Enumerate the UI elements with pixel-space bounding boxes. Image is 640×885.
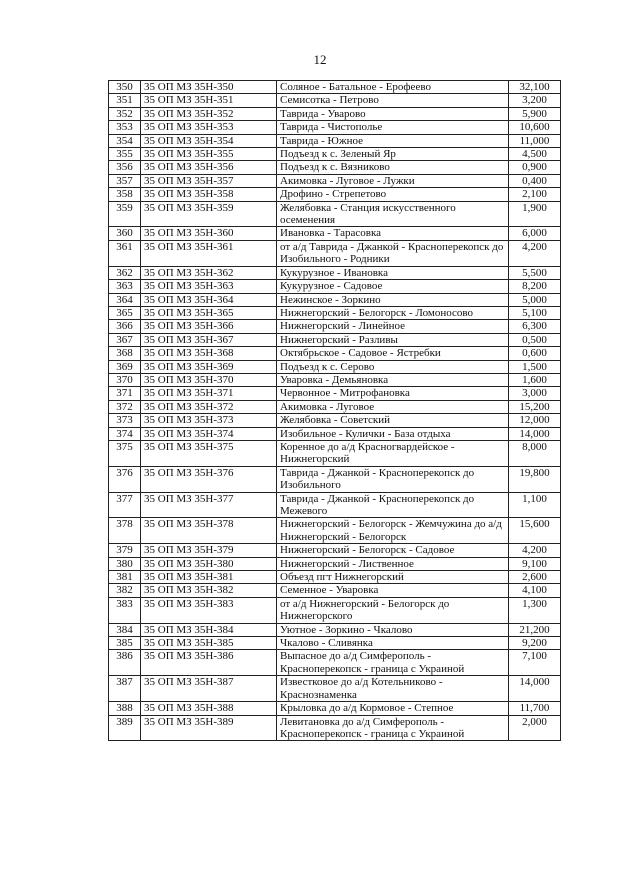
road-code: 35 ОП МЗ 35Н-361 bbox=[141, 240, 277, 266]
road-code: 35 ОП МЗ 35Н-386 bbox=[141, 650, 277, 676]
table-row bbox=[109, 466, 561, 492]
road-name: Подъезд к с. Серово bbox=[277, 360, 509, 373]
table-row bbox=[109, 373, 561, 386]
road-length: 6,300 bbox=[509, 320, 561, 333]
road-length: 5,100 bbox=[509, 306, 561, 319]
road-code: 35 ОП МЗ 35Н-357 bbox=[141, 174, 277, 187]
row-number: 358 bbox=[109, 188, 141, 201]
road-code: 35 ОП МЗ 35Н-387 bbox=[141, 676, 277, 702]
road-name: Червонное - Митрофановка bbox=[277, 387, 509, 400]
road-length: 6,000 bbox=[509, 227, 561, 240]
road-length: 4,200 bbox=[509, 544, 561, 557]
road-code: 35 ОП МЗ 35Н-369 bbox=[141, 360, 277, 373]
road-name: Кукурузное - Ивановка bbox=[277, 266, 509, 279]
row-number: 386 bbox=[109, 650, 141, 676]
table-row bbox=[109, 702, 561, 715]
table-row bbox=[109, 333, 561, 346]
road-code: 35 ОП МЗ 35Н-376 bbox=[141, 466, 277, 492]
row-number: 354 bbox=[109, 134, 141, 147]
row-number: 352 bbox=[109, 107, 141, 120]
row-number: 381 bbox=[109, 571, 141, 584]
road-code: 35 ОП МЗ 35Н-372 bbox=[141, 400, 277, 413]
table-row bbox=[109, 584, 561, 597]
table-row bbox=[109, 174, 561, 187]
row-number: 357 bbox=[109, 174, 141, 187]
road-name: Нижнегорский - Белогорск - Ломоносово bbox=[277, 306, 509, 319]
road-length: 9,200 bbox=[509, 637, 561, 650]
row-number: 377 bbox=[109, 492, 141, 518]
road-length: 14,000 bbox=[509, 427, 561, 440]
road-length: 4,200 bbox=[509, 240, 561, 266]
road-code: 35 ОП МЗ 35Н-355 bbox=[141, 148, 277, 161]
road-code: 35 ОП МЗ 35Н-356 bbox=[141, 161, 277, 174]
table-row bbox=[109, 347, 561, 360]
table-row bbox=[109, 227, 561, 240]
table-row bbox=[109, 414, 561, 427]
row-number: 374 bbox=[109, 427, 141, 440]
table-row bbox=[109, 280, 561, 293]
road-code: 35 ОП МЗ 35Н-379 bbox=[141, 544, 277, 557]
table-row bbox=[109, 320, 561, 333]
road-code: 35 ОП МЗ 35Н-350 bbox=[141, 81, 277, 94]
table-row bbox=[109, 518, 561, 544]
row-number: 362 bbox=[109, 266, 141, 279]
road-code: 35 ОП МЗ 35Н-383 bbox=[141, 597, 277, 623]
road-code: 35 ОП МЗ 35Н-353 bbox=[141, 121, 277, 134]
row-number: 360 bbox=[109, 227, 141, 240]
row-number: 355 bbox=[109, 148, 141, 161]
row-number: 373 bbox=[109, 414, 141, 427]
road-code: 35 ОП МЗ 35Н-359 bbox=[141, 201, 277, 227]
table-row bbox=[109, 201, 561, 227]
table-row bbox=[109, 650, 561, 676]
road-code: 35 ОП МЗ 35Н-381 bbox=[141, 571, 277, 584]
road-name: Желябовка - Советский bbox=[277, 414, 509, 427]
row-number: 366 bbox=[109, 320, 141, 333]
road-code: 35 ОП МЗ 35Н-373 bbox=[141, 414, 277, 427]
table-row bbox=[109, 360, 561, 373]
table-row bbox=[109, 94, 561, 107]
row-number: 371 bbox=[109, 387, 141, 400]
road-name: Нижнегорский - Разливы bbox=[277, 333, 509, 346]
road-name: Изобильное - Кулички - База отдыха bbox=[277, 427, 509, 440]
table-row bbox=[109, 427, 561, 440]
row-number: 353 bbox=[109, 121, 141, 134]
row-number: 365 bbox=[109, 306, 141, 319]
road-code: 35 ОП МЗ 35Н-364 bbox=[141, 293, 277, 306]
row-number: 369 bbox=[109, 360, 141, 373]
road-name: от а/д Нижнегорский - Белогорск до Нижнегорского bbox=[277, 597, 509, 623]
road-length: 14,000 bbox=[509, 676, 561, 702]
road-name: Коренное до а/д Красногвардейское - Нижнегорский bbox=[277, 440, 509, 466]
row-number: 385 bbox=[109, 637, 141, 650]
road-code: 35 ОП МЗ 35Н-368 bbox=[141, 347, 277, 360]
table-row bbox=[109, 623, 561, 636]
road-code: 35 ОП МЗ 35Н-365 bbox=[141, 306, 277, 319]
roads-table-body bbox=[109, 81, 561, 741]
road-name: Объезд пгт Нижнегорский bbox=[277, 571, 509, 584]
table-row bbox=[109, 148, 561, 161]
road-name: Семисотка - Петрово bbox=[277, 94, 509, 107]
table-row bbox=[109, 121, 561, 134]
road-length: 0,500 bbox=[509, 333, 561, 346]
road-code: 35 ОП МЗ 35Н-367 bbox=[141, 333, 277, 346]
road-length: 2,000 bbox=[509, 715, 561, 741]
road-name: Уютное - Зоркино - Чкалово bbox=[277, 623, 509, 636]
table-row bbox=[109, 544, 561, 557]
row-number: 376 bbox=[109, 466, 141, 492]
road-code: 35 ОП МЗ 35Н-380 bbox=[141, 557, 277, 570]
road-length: 8,200 bbox=[509, 280, 561, 293]
road-code: 35 ОП МЗ 35Н-352 bbox=[141, 107, 277, 120]
table-row bbox=[109, 107, 561, 120]
road-name: Подъезд к с. Зеленый Яр bbox=[277, 148, 509, 161]
road-name: Октябрьское - Садовое - Ястребки bbox=[277, 347, 509, 360]
road-name: Выпасное до а/д Симферополь - Красноперекопск - граница с Украиной bbox=[277, 650, 509, 676]
road-length: 4,500 bbox=[509, 148, 561, 161]
road-name: Желябовка - Станция искусственного осеменения bbox=[277, 201, 509, 227]
road-length: 3,000 bbox=[509, 387, 561, 400]
road-code: 35 ОП МЗ 35Н-371 bbox=[141, 387, 277, 400]
table-row bbox=[109, 676, 561, 702]
road-name: Таврида - Джанкой - Красноперекопск до Изобильного bbox=[277, 466, 509, 492]
row-number: 382 bbox=[109, 584, 141, 597]
row-number: 364 bbox=[109, 293, 141, 306]
road-name: Нижнегорский - Линейное bbox=[277, 320, 509, 333]
row-number: 384 bbox=[109, 623, 141, 636]
row-number: 388 bbox=[109, 702, 141, 715]
row-number: 368 bbox=[109, 347, 141, 360]
table-row bbox=[109, 492, 561, 518]
road-length: 19,800 bbox=[509, 466, 561, 492]
road-name: Уваровка - Демьяновка bbox=[277, 373, 509, 386]
row-number: 363 bbox=[109, 280, 141, 293]
row-number: 367 bbox=[109, 333, 141, 346]
road-name: Таврида - Чистополье bbox=[277, 121, 509, 134]
road-code: 35 ОП МЗ 35Н-358 bbox=[141, 188, 277, 201]
road-code: 35 ОП МЗ 35Н-382 bbox=[141, 584, 277, 597]
road-code: 35 ОП МЗ 35Н-362 bbox=[141, 266, 277, 279]
road-code: 35 ОП МЗ 35Н-385 bbox=[141, 637, 277, 650]
road-length: 1,300 bbox=[509, 597, 561, 623]
road-length: 0,400 bbox=[509, 174, 561, 187]
road-length: 32,100 bbox=[509, 81, 561, 94]
road-length: 21,200 bbox=[509, 623, 561, 636]
road-length: 2,600 bbox=[509, 571, 561, 584]
road-length: 3,200 bbox=[509, 94, 561, 107]
road-length: 15,600 bbox=[509, 518, 561, 544]
row-number: 351 bbox=[109, 94, 141, 107]
road-code: 35 ОП МЗ 35Н-378 bbox=[141, 518, 277, 544]
road-length: 0,900 bbox=[509, 161, 561, 174]
road-name: Нижнегорский - Белогорск - Садовое bbox=[277, 544, 509, 557]
road-name: Ивановка - Тарасовка bbox=[277, 227, 509, 240]
row-number: 387 bbox=[109, 676, 141, 702]
road-name: Дрофино - Стрепетово bbox=[277, 188, 509, 201]
road-code: 35 ОП МЗ 35Н-375 bbox=[141, 440, 277, 466]
row-number: 379 bbox=[109, 544, 141, 557]
road-length: 5,000 bbox=[509, 293, 561, 306]
table-row bbox=[109, 557, 561, 570]
road-name: Акимовка - Луговое - Лужки bbox=[277, 174, 509, 187]
table-row bbox=[109, 240, 561, 266]
road-length: 8,000 bbox=[509, 440, 561, 466]
road-name: Семенное - Уваровка bbox=[277, 584, 509, 597]
road-code: 35 ОП МЗ 35Н-389 bbox=[141, 715, 277, 741]
road-length: 4,100 bbox=[509, 584, 561, 597]
road-length: 12,000 bbox=[509, 414, 561, 427]
road-name: Подъезд к с. Вязниково bbox=[277, 161, 509, 174]
road-name: Таврида - Джанкой - Красноперекопск до Межевого bbox=[277, 492, 509, 518]
row-number: 380 bbox=[109, 557, 141, 570]
road-length: 10,600 bbox=[509, 121, 561, 134]
row-number: 389 bbox=[109, 715, 141, 741]
table-row bbox=[109, 715, 561, 741]
road-name: Известковое до а/д Котельниково - Краснознаменка bbox=[277, 676, 509, 702]
road-code: 35 ОП МЗ 35Н-377 bbox=[141, 492, 277, 518]
table-row bbox=[109, 134, 561, 147]
road-length: 5,900 bbox=[509, 107, 561, 120]
road-length: 1,100 bbox=[509, 492, 561, 518]
road-length: 1,500 bbox=[509, 360, 561, 373]
road-name: от а/д Таврида - Джанкой - Красноперекопск до Изобильного - Родники bbox=[277, 240, 509, 266]
row-number: 359 bbox=[109, 201, 141, 227]
road-name: Левитановка до а/д Симферополь - Красноперекопск - граница с Украиной bbox=[277, 715, 509, 741]
table-row bbox=[109, 440, 561, 466]
road-name: Кукурузное - Садовое bbox=[277, 280, 509, 293]
road-name: Нежинское - Зоркино bbox=[277, 293, 509, 306]
row-number: 361 bbox=[109, 240, 141, 266]
road-name: Нижнегорский - Белогорск - Жемчужина до а/д Нижнегорский - Белогорск bbox=[277, 518, 509, 544]
road-code: 35 ОП МЗ 35Н-354 bbox=[141, 134, 277, 147]
road-code: 35 ОП МЗ 35Н-388 bbox=[141, 702, 277, 715]
row-number: 383 bbox=[109, 597, 141, 623]
road-length: 1,900 bbox=[509, 201, 561, 227]
row-number: 370 bbox=[109, 373, 141, 386]
road-name: Таврида - Уварово bbox=[277, 107, 509, 120]
table-row bbox=[109, 637, 561, 650]
road-length: 11,700 bbox=[509, 702, 561, 715]
road-name: Чкалово - Сливянка bbox=[277, 637, 509, 650]
row-number: 356 bbox=[109, 161, 141, 174]
road-length: 11,000 bbox=[509, 134, 561, 147]
road-name: Крыловка до а/д Кормовое - Степное bbox=[277, 702, 509, 715]
table-row bbox=[109, 571, 561, 584]
table-row bbox=[109, 387, 561, 400]
page-number: 12 bbox=[313, 52, 327, 67]
road-name: Акимовка - Луговое bbox=[277, 400, 509, 413]
road-name: Таврида - Южное bbox=[277, 134, 509, 147]
road-length: 9,100 bbox=[509, 557, 561, 570]
road-code: 35 ОП МЗ 35Н-374 bbox=[141, 427, 277, 440]
table-row bbox=[109, 597, 561, 623]
table-row bbox=[109, 266, 561, 279]
roads-table bbox=[108, 80, 561, 741]
row-number: 372 bbox=[109, 400, 141, 413]
table-row bbox=[109, 306, 561, 319]
table-row bbox=[109, 400, 561, 413]
road-length: 15,200 bbox=[509, 400, 561, 413]
road-length: 0,600 bbox=[509, 347, 561, 360]
road-name: Соляное - Батальное - Ерофеево bbox=[277, 81, 509, 94]
table-row bbox=[109, 81, 561, 94]
road-name: Нижнегорский - Лиственное bbox=[277, 557, 509, 570]
table-row bbox=[109, 161, 561, 174]
road-length: 7,100 bbox=[509, 650, 561, 676]
road-length: 5,500 bbox=[509, 266, 561, 279]
row-number: 378 bbox=[109, 518, 141, 544]
road-code: 35 ОП МЗ 35Н-370 bbox=[141, 373, 277, 386]
road-length: 1,600 bbox=[509, 373, 561, 386]
road-code: 35 ОП МЗ 35Н-351 bbox=[141, 94, 277, 107]
road-code: 35 ОП МЗ 35Н-384 bbox=[141, 623, 277, 636]
row-number: 350 bbox=[109, 81, 141, 94]
table-row bbox=[109, 293, 561, 306]
road-code: 35 ОП МЗ 35Н-363 bbox=[141, 280, 277, 293]
road-length: 2,100 bbox=[509, 188, 561, 201]
table-row bbox=[109, 188, 561, 201]
row-number: 375 bbox=[109, 440, 141, 466]
road-code: 35 ОП МЗ 35Н-366 bbox=[141, 320, 277, 333]
road-code: 35 ОП МЗ 35Н-360 bbox=[141, 227, 277, 240]
